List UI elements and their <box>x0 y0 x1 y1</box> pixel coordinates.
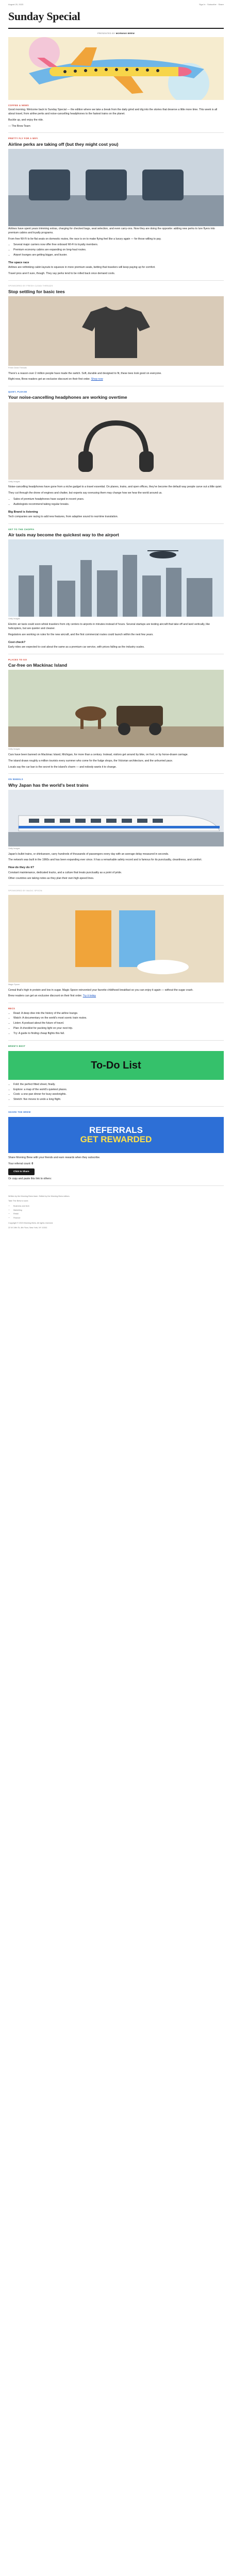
section-kicker: PLACES TO GO <box>8 658 27 661</box>
mackinac-photo <box>8 670 224 747</box>
section-headline[interactable]: Air taxis may become the quickest way to the airport <box>8 532 119 538</box>
cereal-photo[interactable] <box>8 895 224 982</box>
refer-line-2: GET REWARDED <box>80 1134 152 1145</box>
list-item[interactable]: • Plan: A checklist for packing light on your next trip. <box>13 1027 224 1031</box>
ad-paragraph <box>8 378 224 382</box>
section-headline[interactable]: Airline perks are taking off (but they might cost you) <box>8 141 119 147</box>
section-kicker: ON WHEELS <box>8 778 23 781</box>
image-caption: Getty Images <box>8 480 20 483</box>
divider <box>8 1106 224 1107</box>
refer-paragraph: Share Morning Brew with your friends and earn rewards when they subscribe. <box>8 1156 101 1160</box>
list-item: • Airport lounges are getting bigger, and busier. <box>13 253 224 258</box>
section-paragraph: The island draws roughly a million tourists every summer who come for the fudge shops, the Victorian architecture, and the unhurried pace. <box>8 759 173 762</box>
todo-title: To-Do List <box>91 1059 141 1071</box>
divider <box>8 773 224 774</box>
ad-paragraph: There's a reason over 2 million people have made the switch. Soft, durable and designed to fit, these tees look good on everyone. <box>8 371 162 375</box>
section-list <box>8 498 224 507</box>
list-item: • Audiologists recommend taking regular breaks. <box>13 503 224 507</box>
bullet-train-photo <box>8 790 224 846</box>
section-paragraph: Other countries are taking notes as they plan their own high-speed lines. <box>8 877 94 880</box>
footer-address: 22 W 19th St, 4th Floor, New York, NY 10011 <box>8 1227 47 1229</box>
sponsor-label: SPONSORED BY MAGIC SPOON <box>8 890 42 892</box>
section-paragraph: Locals say the car ban is the secret to the island's charm — and nobody wants it to change. <box>8 765 117 769</box>
list-item: • Several major carriers now offer free onboard Wi-Fi to loyalty members. <box>13 243 224 247</box>
airplane-illustration <box>8 37 224 100</box>
section-paragraph: Japan's bullet trains, or shinkansen, carry hundreds of thousands of passengers every day with an average delay measured in seconds. <box>8 852 169 856</box>
divider <box>8 280 224 281</box>
refer-count-label: Your referral count: <box>8 1162 31 1166</box>
city-skyline-icon <box>8 539 224 617</box>
list-item[interactable]: • Finance <box>13 1217 224 1220</box>
refer-line-1: REFERRALS <box>89 1125 143 1135</box>
newsletter <box>0 0 232 1239</box>
section-headline[interactable]: Why Japan has the world's best trains <box>8 782 89 788</box>
masthead-rule <box>8 28 224 29</box>
ad-paragraph: Cereal that's high in protein and low in sugar. Magic Spoon reinvented your favorite childhood breakfast so you can enjoy it again — without the sugar crash. <box>8 988 193 992</box>
divider <box>8 1185 224 1186</box>
section-paragraph: Regulators are working on rules for the new aircraft, and the first commercial routes could launch within the next few years. <box>8 633 154 636</box>
list-item[interactable]: • Listen: A podcast about the future of travel. <box>13 1022 224 1026</box>
section-paragraph: Airlines are rethinking cabin layouts to squeeze in more premium seats, betting that travelers will keep paying up for comfort. <box>8 266 156 269</box>
refer-count: 0 <box>31 1162 34 1166</box>
refer-count-row <box>8 1162 224 1166</box>
section-paragraph: They cut through the drone of engines and chatter, but experts say overusing them may change how we hear the world around us. <box>8 492 162 495</box>
top-links[interactable]: Sign In · Subscribe · Share <box>198 3 224 6</box>
recs-kicker: RECS <box>8 1007 15 1010</box>
footer-credits: Written by the Morning Brew team. Edited by the Morning Brew editors. <box>8 1195 70 1197</box>
intro-paragraph: Buckle up, and enjoy the ride. <box>8 118 44 122</box>
image-caption: Getty Images <box>8 748 20 751</box>
section-paragraph: Early rides are expected to cost about the same as a premium car service, with prices falling as the industry scales. <box>8 645 145 649</box>
section-list <box>8 243 224 257</box>
section-subhead: Cost check? <box>8 640 26 644</box>
list-item[interactable]: • Cook: a one-pan dinner for busy weeknights. <box>13 1093 224 1097</box>
section-paragraph: Constant maintenance, dedicated tracks, and a culture that treats punctuality as a point of pride. <box>8 871 122 874</box>
intro-paragraph: Good morning. Welcome back to Sunday Special — the edition where we take a break from the daily grind and dig into the stories that deserve a little more time. This week is all about travel, from airline perks and noise-cancelling headphones to the fastest trains on the planet. <box>8 108 218 116</box>
recs-list <box>8 1012 224 1036</box>
list-item: • Premium economy cabins are expanding on long-haul routes. <box>13 248 224 252</box>
presented-by <box>8 32 224 35</box>
section-subhead: The space race <box>8 261 29 264</box>
list-item[interactable]: • Retail <box>13 1213 224 1216</box>
ad-headline[interactable]: Stop settling for basic tees <box>8 289 65 294</box>
ad-paragraph <box>8 994 224 998</box>
refer-button-row <box>8 1168 224 1175</box>
section-paragraph: Noise-cancelling headphones have gone from a niche gadget to a travel essential. On planes, trains, and open offices, they've become the default way people carve out a little quiet. <box>8 485 222 489</box>
cereal-box-icon <box>8 895 224 982</box>
list-item[interactable]: • Fold: the perfect fitted sheet, finally. <box>13 1083 224 1087</box>
list-item[interactable]: • Try: A guide to finding cheap flights this fall. <box>13 1032 224 1036</box>
todo-banner <box>8 1051 224 1080</box>
section-paragraph: The network was built in the 1960s and has been expanding ever since. It has a remarkable safety record and is famous for its punctuality, cleanliness, and comfort. <box>8 858 202 862</box>
sponsor-label: SPONSORED BY FRESH CLEAN THREADS <box>8 284 53 287</box>
horse-carriage-icon <box>8 670 224 747</box>
section-paragraph: Travel pros aren't sure, though. They say perks tend to be rolled back once demand cools. <box>8 272 115 276</box>
section-kicker: PRETTY FLY FOR A WIFI <box>8 137 38 140</box>
todo-kicker: BREW'S BEST <box>8 1044 26 1047</box>
section-paragraph: Cars have been banned on Mackinac Island, Michigan, for more than a century. Instead, visitors get around by bike, on foot, or by horse-drawn carriage. <box>8 753 189 756</box>
headphones-icon <box>8 402 224 480</box>
image-caption: Getty Images <box>8 618 20 620</box>
footer-heading: Take The Brew to work <box>8 1200 28 1202</box>
presented-sponsor: MORNING BREW <box>115 32 135 35</box>
divider <box>8 523 224 524</box>
list-item[interactable]: • Business and tech <box>13 1205 224 1208</box>
ad-text: Brew readers can get an exclusive discount on their first order. <box>8 994 82 998</box>
section-subhead: Big Brand is listening <box>8 510 38 514</box>
section-kicker: GET TO THE CHOPPA <box>8 528 35 531</box>
list-item[interactable]: • Watch: A documentary on the world's most scenic train routes. <box>13 1016 224 1021</box>
footer <box>8 1190 224 1240</box>
ad-text: Right now, Brew readers get an exclusive discount on their first order. <box>8 378 91 381</box>
footer-copyright: Copyright © 2023 Morning Brew. All rights reserved. <box>8 1222 54 1224</box>
list-item[interactable]: • Explore: a map of the world's quietest places. <box>13 1088 224 1092</box>
list-item: • Sales of premium headphones have surged in recent years. <box>13 498 224 502</box>
train-icon <box>8 790 224 846</box>
refer-banner <box>8 1117 224 1153</box>
list-item[interactable]: • Read: A deep dive into the history of the airline lounge. <box>13 1012 224 1016</box>
divider <box>8 132 224 133</box>
divider <box>8 1040 224 1041</box>
airplane-cabin-icon <box>8 149 224 226</box>
image-caption: Getty Images <box>8 847 20 850</box>
ad-link[interactable]: Shop now <box>91 378 103 381</box>
hero-illustration <box>8 37 224 100</box>
footer-list <box>8 1205 224 1220</box>
section-headline[interactable]: Your noise-cancelling headphones are working overtime <box>8 395 127 400</box>
tees-photo[interactable] <box>8 296 224 366</box>
intro-signoff: — The Brew Team <box>8 124 30 128</box>
refer-paragraph: Or copy and paste this link to others: <box>8 1177 52 1180</box>
intro-kicker: COFFEE & NEWS <box>8 104 29 107</box>
section-paragraph: From free Wi-Fi to lie-flat seats on domestic routes, the race is on to make flying feel like a luxury again — for those willing to pay. <box>8 237 161 241</box>
issue-date: August 20, 2023 <box>8 3 24 6</box>
divider <box>8 885 224 886</box>
masthead-title: Sunday Special <box>8 10 80 23</box>
todo-list <box>8 1083 224 1102</box>
presented-prefix: PRESENTED BY <box>97 32 115 35</box>
top-bar <box>8 0 224 6</box>
ad-link[interactable]: Try it today <box>82 994 96 998</box>
list-item[interactable]: • Marketing <box>13 1209 224 1212</box>
section-kicker: QUIET, PLEASE <box>8 391 27 394</box>
air-taxi-photo <box>8 539 224 617</box>
image-caption: Fresh Clean Threads <box>8 366 27 369</box>
section-headline[interactable]: Car-free on Mackinac Island <box>8 662 68 668</box>
section-paragraph: Electric air taxis could soon whisk travelers from city centers to airports in minutes instead of hours. Several startups are testing aircraft that take off and land vertically, like helicopters, but are quieter and cleaner. <box>8 623 210 630</box>
section-paragraph: Airlines have spent years trimming extras, charging for checked bags, seat selection, and even carry-ons. Now they are doing the opposite: adding new perks to lure flyers into premium cabins and loyalty programs. <box>8 227 215 234</box>
section-subhead: How do they do it? <box>8 866 35 870</box>
airplane-photo <box>8 149 224 226</box>
refer-kicker: SHARE THE BREW <box>8 1110 31 1113</box>
headphones-photo <box>8 402 224 480</box>
tshirt-icon <box>8 296 224 366</box>
image-caption: Magic Spoon <box>8 983 20 986</box>
list-item[interactable]: • Stretch: five moves to undo a long flight. <box>13 1098 224 1102</box>
share-button[interactable]: Click to Share <box>8 1168 35 1175</box>
section-paragraph: Tech companies are racing to add new features, from adaptive sound to real-time translation. <box>8 515 119 519</box>
